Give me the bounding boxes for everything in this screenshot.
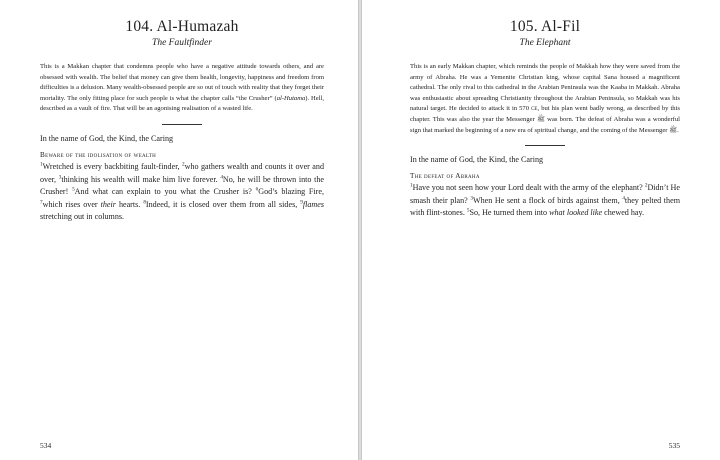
separator-rule [162, 124, 202, 125]
verse-number: 6 [255, 186, 259, 193]
verse-text: who gathers wealth and counts it over and over, [40, 161, 324, 184]
verse-number: 7 [40, 199, 43, 206]
verse-text: Have you not seen how your Lord dealt with the army of the elephant? [412, 183, 645, 193]
chapter-title: 105. Al-Fil [509, 18, 581, 35]
verse-number: 3 [58, 173, 62, 180]
verse-text: Didn’t He smash their plan? [410, 183, 680, 205]
verses-text [40, 161, 324, 224]
verse-emphasis: flames [302, 199, 324, 209]
chapter-subtitle: The Faultfinder [152, 38, 212, 48]
left-page [0, 0, 358, 460]
basmala: In the name of God, the Kind, the Caring [410, 155, 544, 165]
verse-number: 8 [143, 199, 146, 206]
verse-text: When He sent a flock of birds against them, [472, 195, 623, 205]
verse-text: they pelted them with flint-stones. [410, 195, 680, 218]
verse-number: 3 [470, 195, 473, 202]
intro-era: ce [531, 105, 538, 113]
verse-text: stretching out in columns. [40, 212, 125, 222]
verse-emphasis: their [100, 199, 116, 209]
page-number: 535 [668, 441, 680, 450]
verse-emphasis: what looked like [549, 208, 603, 218]
right-page [362, 0, 720, 460]
section-heading: The defeat of Abraha [410, 172, 480, 181]
chapter-introduction [40, 62, 324, 115]
verse-number: 4 [220, 173, 223, 180]
verse-number: 1 [40, 161, 43, 168]
intro-term: al-Hutama [276, 94, 306, 102]
verse-text: And what can explain to you what the Crusher is? [74, 187, 256, 197]
chapter-introduction [410, 62, 680, 136]
verse-text: God’s blazing Fire, [258, 187, 324, 197]
verse-text: Indeed, it is closed over them from all sides, [145, 199, 301, 209]
chapter-subtitle: The Elephant [519, 38, 571, 48]
page-number: 534 [40, 441, 52, 450]
verse-text: hearts. [115, 199, 144, 209]
intro-text: ). Hell, described as a vault of fire. That will be an agonising realisation of a wasted life. [40, 94, 324, 113]
verse-number: 2 [644, 182, 648, 189]
verses-text [410, 182, 680, 220]
section-heading: Beware of the idolisation of wealth [40, 150, 157, 159]
chapter-title: 104. Al-Humazah [125, 18, 239, 35]
verse-text: No, he will be thrown into the Crusher! [40, 174, 324, 197]
verse-text: thinking his wealth will make him live forever. [61, 174, 221, 184]
verse-number: 4 [622, 195, 625, 202]
verse-number: 2 [182, 161, 185, 168]
intro-text: This is a Makkan chapter that condemns people who have a negative attitude towards others, and are obsessed with wealth. The belief that money can give them health, longevity, happiness and freedom from difficulties is a delusion. Many wealth-obsessed people are so out of touch with reality that they forget their mortality. The only fitting place for such people is what the chapter calls “the Crusher” ( [40, 63, 324, 102]
basmala: In the name of God, the Kind, the Caring [40, 133, 174, 143]
intro-text: This is an early Makkan chapter, which reminds the people of Makkah how they were saved from the army of Abraha. He was a Yemenite Christian king, whose capital Sana housed a magnificent cathedral. The only rival to this cathedral in the Arabian Peninsula was the Kaaba in Makkah. Abraha was enthusiastic about spreading Christianity throughout the Arabian Peninsula, so Makkah was his natural target. He decided to attack it in 570 [410, 63, 680, 113]
verse-number: 9 [300, 199, 303, 206]
verse-text: which rises over [42, 199, 101, 209]
verse-text: Wretched is every backbiting fault-finder, [42, 161, 183, 171]
verse-number: 5 [466, 207, 470, 214]
verse-number: 1 [410, 182, 413, 189]
intro-text: , but his plan went badly wrong, as described by this chapter. This was also the year the Messenger ﷺ was born. The defeat of Abraha was a wonderful sign that marked the beginning of a new era of spiritual change, and the coming of the Messenger ﷺ. [410, 105, 680, 134]
verse-number: 5 [72, 186, 75, 193]
verse-text: chewed hay. [602, 208, 645, 218]
verse-text: So, He turned them into [469, 208, 550, 218]
separator-rule [525, 145, 565, 146]
